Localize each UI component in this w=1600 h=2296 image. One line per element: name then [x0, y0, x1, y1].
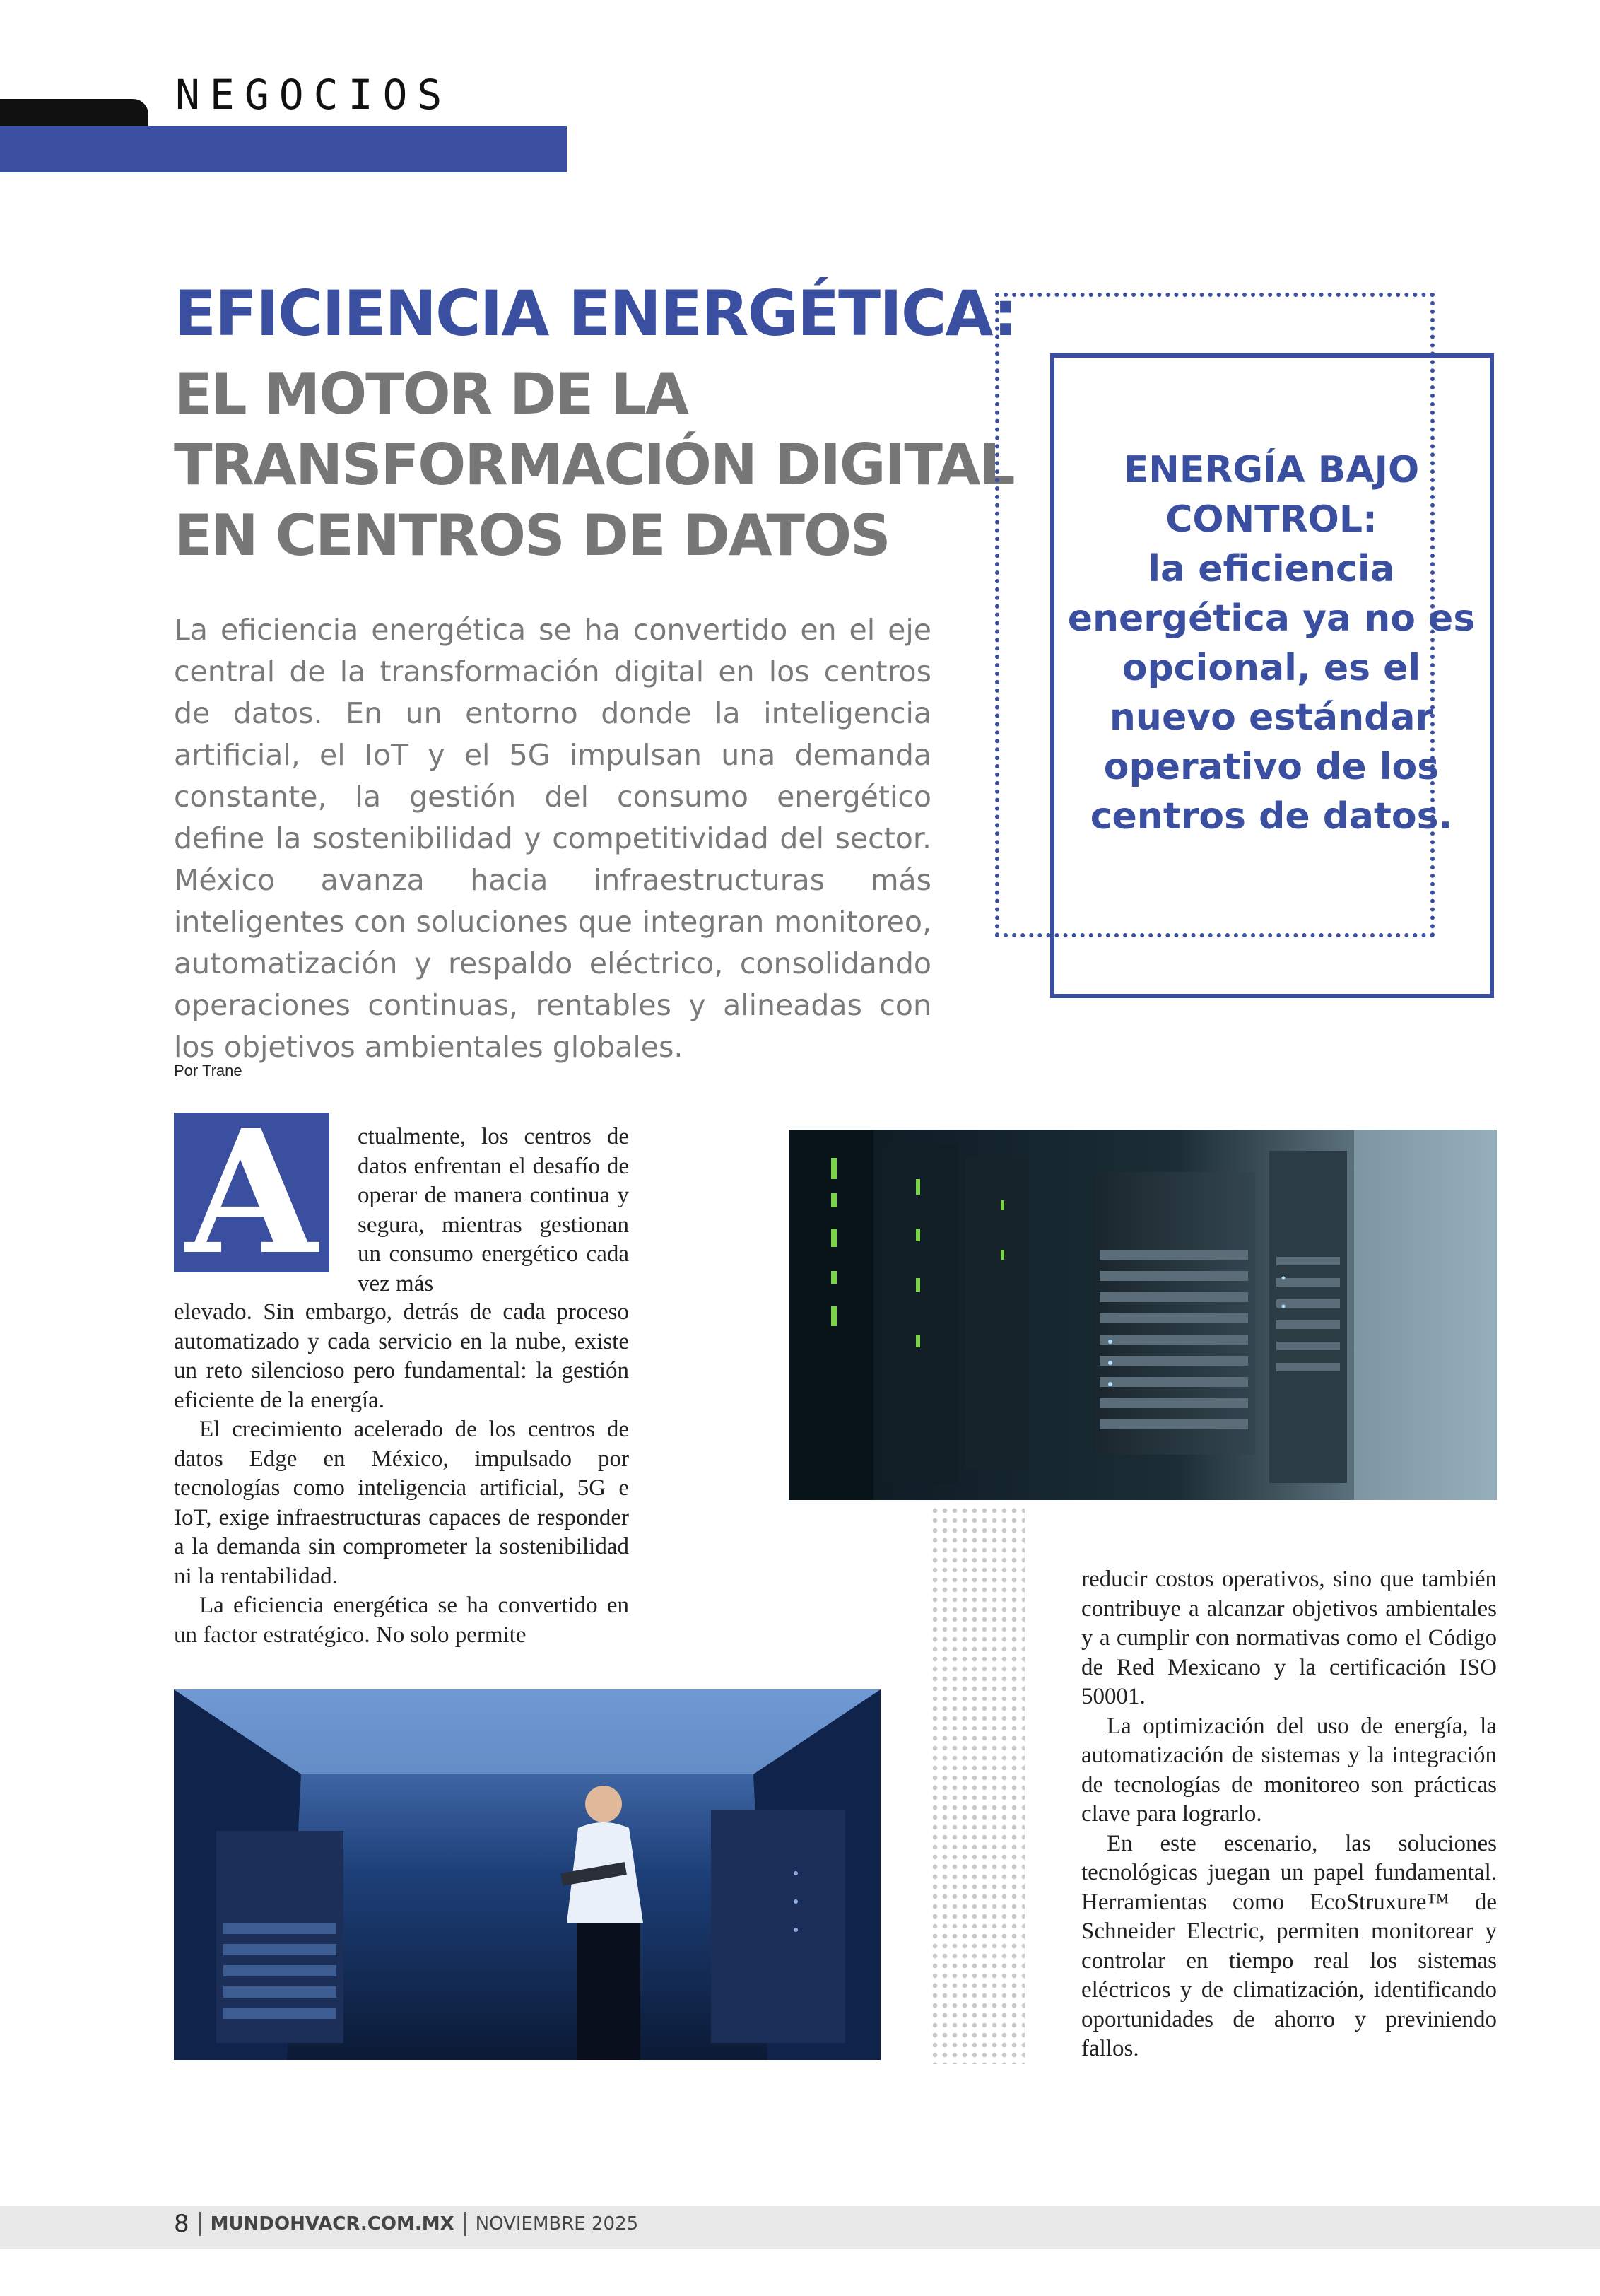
column-1-body [174, 1298, 629, 1650]
paragraph-1-end: elevado. Sin embargo, detrás de cada proceso automatizado y cada servicio en la nube, existe un reto silencioso pero fundamental: la gestión eficiente de la energía. [174, 1299, 629, 1413]
paragraph-3-end: reducir costos operativos, sino que también contribuye a alcanzar objetivos ambientales y a cumplir con normativas como el Código de Red Mexicano y la certificación ISO 50001. [1081, 1566, 1497, 1709]
drop-cap: A [174, 1113, 329, 1272]
section-label: NEGOCIOS [175, 71, 452, 119]
paragraph-4: La optimización del uso de energía, la automatización de sistemas y la integración de tecnologías de monitoreo son prácticas clave para lograrlo. [1081, 1713, 1497, 1827]
server-racks-illustration [789, 1130, 1497, 1500]
footer-site: MUNDOHVACR.COM.MX [210, 2213, 454, 2234]
page-number: 8 [174, 2210, 189, 2238]
column-2-body [1081, 1565, 1497, 2064]
byline: Por Trane [174, 1062, 242, 1079]
section-bar [0, 126, 567, 172]
paragraph-1-start: ctualmente, los centros de datos enfrentan el desafío de operar de manera continua y segura, mientras gestionan un consumo energético cada vez más [358, 1124, 629, 1296]
page-footer [174, 2210, 638, 2238]
decorative-dot-grid [930, 1506, 1025, 2064]
footer-date: NOVIEMBRE 2025 [475, 2213, 639, 2234]
paragraph-5: En este escenario, las soluciones tecnológicas juegan un papel fundamental. Herramientas como EcoStruxure™ de Schneider Electric, permiten monitorear y controlar en tiempo real los sistemas eléctricos y de climatización, identificando oportunidades de ahorro y previniendo fallos. [1081, 1830, 1497, 2061]
paragraph-3-start: La eficiencia energética se ha convertido en un factor estratégico. No solo permite [174, 1593, 629, 1648]
pull-quote-heading: ENERGÍA BAJO CONTROL: [1123, 449, 1420, 541]
article-lead: La eficiencia energética se ha convertido en el eje central de la transformación digital en los centros de datos. En un entorno donde la inteligencia artificial, el IoT y el 5G impulsan una demanda constante, la gestión del consumo energético define la sostenibilidad y competitividad del sector. México avanza hacia infraestructuras más inteligentes con soluciones que integran monitoreo, automatización y respaldo eléctrico, consolidando operaciones continuas, rentables y alineadas con los objetivos ambientales globales. [174, 613, 931, 1064]
footer-divider [464, 2212, 466, 2236]
subtitle-line: EL MOTOR DE LA [174, 361, 688, 427]
article-subtitle [174, 359, 1014, 571]
subtitle-line: TRANSFORMACIÓN DIGITAL [174, 432, 1014, 498]
paragraph-2: El crecimiento acelerado de los centros de datos Edge en México, impulsado por tecnologías como inteligencia artificial, 5G e IoT, exige infraestructuras capaces de responder a la demanda sin comprometer la sostenibilidad ni la rentabilidad. [174, 1417, 629, 1589]
subtitle-line: EN CENTROS DE DATOS [174, 503, 890, 568]
article-title: EFICIENCIA ENERGÉTICA: [174, 277, 1017, 350]
pull-quote [1064, 445, 1478, 841]
server-racks-photo [789, 1130, 1497, 1500]
footer-divider [199, 2212, 201, 2236]
technician-illustration [174, 1689, 881, 2060]
pull-quote-body: la eficiencia energética ya no es opcional, es el nuevo estándar operativo de los centros de datos. [1067, 548, 1476, 838]
technician-server-room-photo [174, 1689, 881, 2060]
